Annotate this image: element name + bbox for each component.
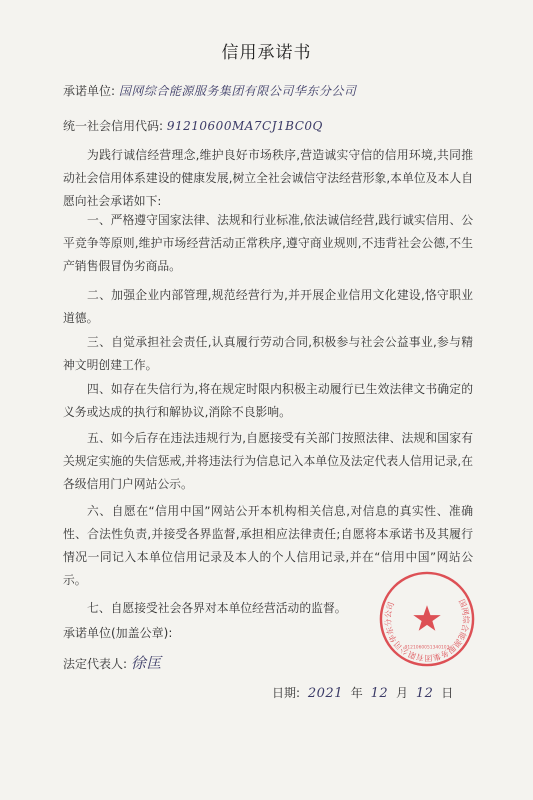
unit-label: 承诺单位: (63, 84, 116, 98)
credit-code-label: 统一社会信用代码: (63, 119, 164, 133)
legal-rep-field (63, 652, 162, 673)
paragraph-7: 七、自愿接受社会各界对本单位经营活动的监督。 (87, 601, 347, 615)
unit-value: 国网综合能源服务集团有限公司华东分公司 (118, 84, 357, 98)
seal-star-icon (413, 605, 440, 630)
date-year: 2021 (307, 686, 343, 701)
date-label: 日期: (272, 686, 301, 700)
company-seal (378, 570, 476, 668)
paragraph-5: 五、如今后存在违法违规行为,自愿接受有关部门按照法律、法规和国家有关规定实施的失信惩戒,并将违法行为信息记入本单位及法定代表人信用记录,在各级信用门户网站公示。 (63, 431, 473, 491)
sign-unit-label: 承诺单位(加盖公章): (63, 626, 173, 640)
paragraph-3: 三、自觉承担社会责任,认真履行劳动合同,积极参与社会公益事业,参与精神文明创建工作。 (63, 335, 473, 372)
legal-rep-signature: 徐匡 (130, 654, 162, 672)
date-day-unit: 日 (441, 686, 454, 700)
paragraph-6: 六、自愿在“信用中国”网站公开本机构相关信息,对信息的真实性、准确性、合法性负责,并接受各界监督,承担相应法律责任;自愿将本承诺书及其履行情况一同记入本单位信用记录及本人的个人信用记录,并在“信用中国”网站公示。 (63, 504, 473, 587)
credit-code-field (63, 117, 323, 134)
document-title: 信用承诺书 (221, 43, 312, 63)
paragraph-1: 一、严格遵守国家法律、法规和行业标准,依法诚信经营,践行诚实信用、公平竞争等原则,维护市场经营活动正常秩序,遵守商业规则,不违背社会公德,不生产销售假冒伪劣商品。 (63, 213, 473, 273)
date-day: 12 (415, 686, 434, 701)
date-field (272, 684, 453, 701)
paragraph-intro: 为践行诚信经营理念,维护良好市场秩序,营造诚实守信的信用环境,共同推动社会信用体系建设的健康发展,树立全社会诚信守法经营形象,本单位及本人自愿向社会承诺如下: (63, 148, 473, 208)
date-year-unit: 年 (350, 686, 363, 700)
unit-field (63, 82, 356, 99)
date-month-unit: 月 (396, 686, 409, 700)
seal-code: 9121060051340103 (404, 645, 450, 651)
seal-text: 国网综合能源服务集团有限公司华东分公司 (383, 597, 471, 663)
credit-code-value: 91210600MA7CJ1BC0Q (166, 119, 323, 133)
paragraph-4: 四、如存在失信行为,将在规定时限内积极主动履行已生效法律文书确定的义务或达成的执行和解协议,消除不良影响。 (63, 382, 473, 419)
date-month: 12 (370, 686, 389, 701)
legal-rep-label: 法定代表人: (63, 657, 128, 671)
paragraph-2: 二、加强企业内部管理,规范经营行为,并开展企业信用文化建设,恪守职业道德。 (63, 288, 473, 325)
